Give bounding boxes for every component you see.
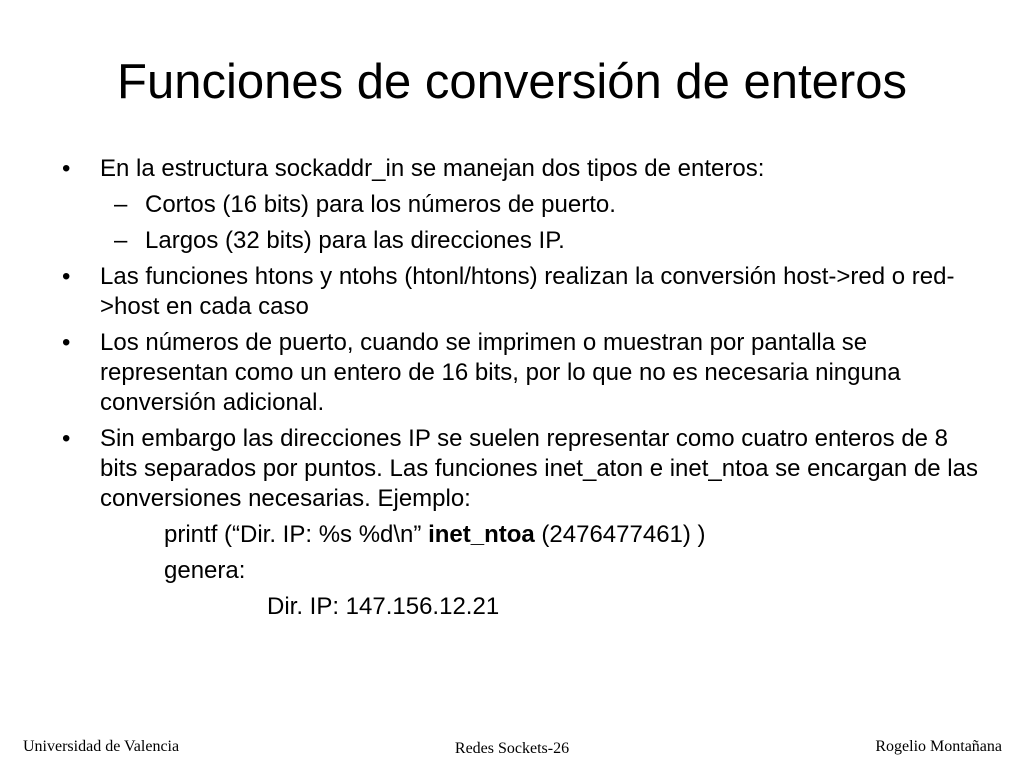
sub-item-1 [62, 190, 982, 220]
code-function-name: inet_ntoa [428, 521, 535, 548]
bullet-text: Sin embargo las direcciones IP se suelen representar como cuatro enteros de 8 bits separados por puntos. Las funciones inet_aton e inet_ntoa se encargan de las conversiones necesarias. Ejemplo: [100, 425, 978, 512]
slide-body [62, 154, 982, 622]
sub-item-text: Cortos (16 bits) para los números de puerto. [145, 191, 616, 218]
footer-institution: Universidad de Valencia [23, 738, 180, 755]
bullet-mark: • [62, 155, 71, 182]
dash-mark: – [114, 227, 128, 254]
bullet-text: Las funciones htons y ntohs (htonl/htons) realizan la conversión host->red o red->host en cada caso [100, 263, 955, 320]
sub-item-text: Largos (32 bits) para las direcciones IP. [145, 227, 565, 254]
code-example-printf [62, 520, 982, 550]
bullet-item-4 [62, 424, 982, 514]
code-example-genera: genera: [164, 557, 246, 584]
bullet-item-2 [62, 262, 982, 322]
bullet-item-1 [62, 154, 982, 184]
bullet-text: Los números de puerto, cuando se imprimen o muestran por pantalla se representan como un entero de 16 bits, por lo que no es necesaria ninguna conversión adicional. [100, 329, 901, 416]
slide-title: Funciones de conversión de enteros [117, 55, 907, 109]
dash-mark: – [114, 191, 128, 218]
bullet-text: En la estructura sockaddr_in se manejan dos tipos de enteros: [100, 155, 765, 182]
bullet-mark: • [62, 329, 71, 356]
footer-slide-number: Redes Sockets-26 [454, 740, 570, 757]
code-example-result: Dir. IP: 147.156.12.21 [267, 593, 500, 620]
footer-author: Rogelio Montañana [875, 738, 1002, 755]
code-suffix: (2476477461) ) [534, 521, 706, 548]
bullet-mark: • [62, 263, 71, 290]
code-prefix: printf (“Dir. IP: %s %d\n” [164, 521, 429, 548]
bullet-mark: • [62, 425, 71, 452]
sub-item-2 [62, 226, 982, 256]
bullet-item-3 [62, 328, 982, 418]
